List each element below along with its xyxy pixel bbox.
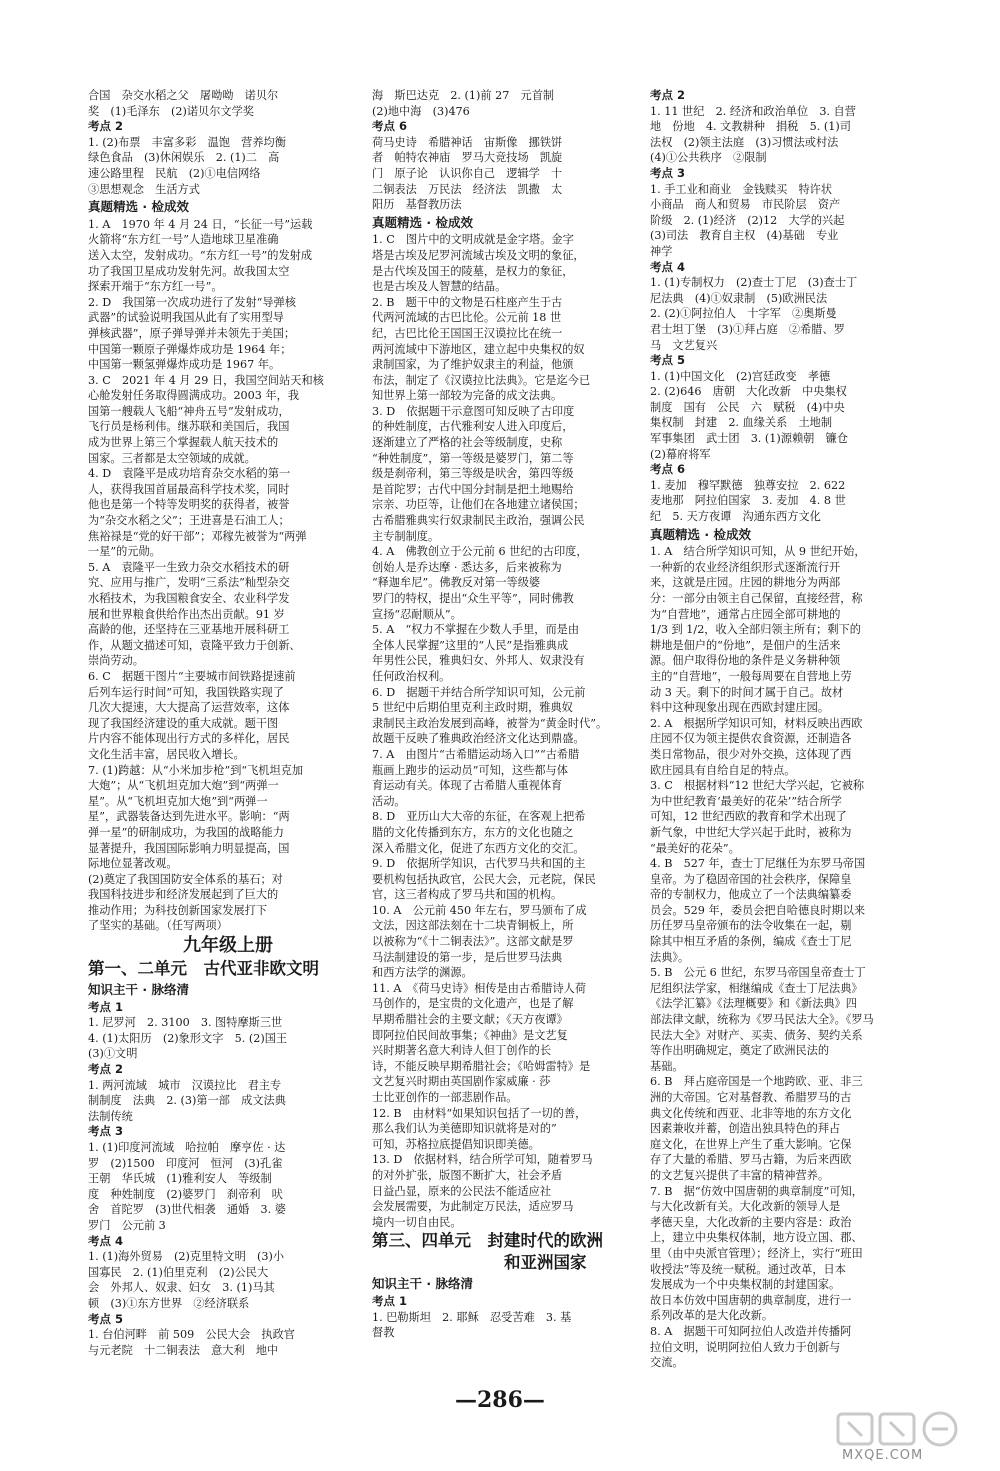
text-line: 国寡民 2. (1)伯里克利 (2)公民大 [88, 1265, 269, 1279]
text-line: 是首陀罗；古代中国分封制是把土地赐给 [372, 482, 574, 496]
text-line: (2)地中海 (3)476 [372, 104, 470, 118]
text-line: 收授法”等及统一赋税。通过改革，日本 [650, 1262, 846, 1276]
text-line: 1. (1)中国文化 (2)宫廷政变 孝德 [650, 369, 831, 383]
text-line: 塔是古埃及尼罗河流域古埃及文明的象征， [372, 248, 585, 262]
text-line: 庭文化，在世界上产生了重大影响。它保 [650, 1137, 852, 1151]
text-line: 显著提升，我国国际影响力明显提高，国 [88, 841, 290, 855]
text-line: 3. C 根据材料“12 世纪大学兴起，它被称 [650, 779, 865, 793]
text-line: 6. D 据题干并结合所学知识可知，公元前 [372, 685, 586, 699]
grade-title: 九年级上册 [183, 935, 273, 957]
text-line: 他也是第一个特等发明奖的获得者，被誉 [88, 498, 290, 512]
text-line: 洲的大帝国。它对基督教、希腊罗马的古 [650, 1091, 852, 1104]
text-line: 马法制建设的第一步，是后世罗马法典 [372, 950, 563, 964]
text-line: 2. (2)①阿拉伯人 十字军 ②奥斯曼 [650, 307, 837, 321]
text-line: 等作出明确规定，奠定了欧洲民法的 [650, 1044, 830, 1058]
text-line: 崇尚劳动。 [88, 654, 144, 668]
unit-title: 第三、四单元 封建时代的欧洲 [372, 1231, 603, 1251]
text-line: 8. D 亚历山大大帝的东征，在客观上把希 [372, 810, 586, 824]
text-line: 罗门 公元前 3 [88, 1218, 166, 1232]
text-line: 文法，因这部法刻在十二块青铜板上，所 [372, 919, 574, 933]
text-line: 民法大全》对财产、买卖、债务、契约关系 [650, 1028, 863, 1042]
text-line: 马创作的，是宝贵的文化遗产，也是了解 [372, 997, 574, 1011]
text-line: 7. (1)跨越：从“小米加步枪”到“飞机坦克加 [88, 763, 304, 777]
text-line: 1. 巴勒斯坦 2. 耶稣 忍受苦难 3. 基 [372, 1310, 572, 1324]
text-line: 马 文艺复兴 [650, 338, 718, 352]
text-line: 故题干反映了雅典政治经济文化达到鼎盛。 [372, 732, 585, 746]
text-line: 可知，苏格拉底提倡知识即美德。 [372, 1137, 540, 1151]
text-line: 那么我们认为美德即知识就将是对的” [372, 1122, 557, 1136]
text-line: 隶制国家，为了维护奴隶主的利益，他颁 [372, 358, 574, 372]
text-line: 际地位显著改观。 [88, 857, 178, 871]
text-line: 全体人民掌握”这里的“人民”是指雅典成 [372, 638, 569, 652]
text-line: 弹核武器”，原子弹导弹并未领先于美国； [88, 326, 296, 340]
text-line: 主的“自营地”，一般每周要在自营地上劳 [650, 669, 852, 683]
text-line: 12. B 由材料“如果知识包括了一切的善， [372, 1106, 587, 1120]
text-line: 宣扬“忍耐顺从”。 [372, 607, 462, 621]
text-line: 尼法典 (4)①奴隶制 (5)欧洲民法 [650, 291, 828, 305]
text-line: 6. C 据题干图片“主要城市间铁路提速前 [88, 669, 296, 683]
text-line: 分：一部分由领主自己保留，直接经营，称 [650, 592, 863, 605]
text-line: 5 世纪中后期伯里克利主政时期，雅典奴 [372, 701, 573, 715]
text-line: 荷马史诗 希腊神话 宙斯像 挪铁饼 [372, 135, 563, 149]
text-line: 发展成为一个中央集权制的封建国家。 [650, 1278, 841, 1292]
text-line: 皇帝。为了稳固帝国的社会秩序，保障皇 [650, 872, 852, 886]
text-line: 片内容不能体现出行方式的多样化，居民 [88, 732, 290, 746]
section-label: 考点 5 [650, 353, 686, 368]
text-line: 心舱发射任务取得圆满成功。2003 年，我 [88, 389, 300, 403]
text-line: 星”。从“飞机坦克加大炮”到“两弹一 [88, 794, 268, 808]
text-line: 文艺复兴时期由英国剧作家威廉 · 莎 [372, 1075, 551, 1089]
text-line: 王朝 华氏城 (1)雅利安人 等级制 [88, 1172, 272, 1186]
text-line: 历任罗马皇帝颁布的法令收集在一起，剔 [650, 919, 852, 933]
text-line: 3. D 依据题干示意图可知反映了古印度 [372, 404, 575, 418]
watermark-text: MXQE.COM [842, 1448, 924, 1463]
text-line: 4. A 佛教创立于公元前 6 世纪的古印度， [372, 545, 588, 559]
section-label: 考点 4 [88, 1233, 124, 1248]
text-line: 会发展需要，为此制定万民法，适应罗马 [372, 1200, 574, 1214]
unit-title: 第一、二单元 古代亚非欧文明 [88, 959, 319, 979]
text-line: 日益凸显，原来的公民法不能适应社 [372, 1184, 552, 1198]
column-left [88, 88, 368, 1358]
text-line: 早期希腊社会的主要文献；《天方夜谭》 [372, 1013, 568, 1027]
text-line: 推动作用；为科技创新国家发展打下 [88, 903, 268, 917]
text-line: 典文化传统和西亚、北非等地的东方文化 [650, 1106, 852, 1120]
text-line: 展和世界粮食供给作出杰出贡献。91 岁 [88, 607, 285, 621]
text-line: 动 3 天。剩下的时间才属于自己。故材 [650, 685, 844, 699]
text-line: 活动。 [372, 794, 406, 808]
text-line: 2. (2)646 唐朝 大化改新 中央集权 [650, 385, 847, 399]
text-line: 系列改革的是大化改新。 [650, 1309, 774, 1323]
text-line: 功了我国卫星成功发射先河。故我国太空 [88, 264, 290, 278]
section-header: 知识主干 · 脉络清 [372, 1276, 473, 1292]
text-line: 制制度 法典 2. (3)第一部 成文法典 [88, 1094, 286, 1108]
text-line: 为“杂交水稻之父”；王进喜是石油工人； [88, 514, 290, 528]
text-line: 来，这就是庄园。庄园的耕地分为两部 [650, 576, 841, 590]
text-line: 4. B 527 年，查士丁尼继任为东罗马帝国 [650, 857, 866, 871]
text-line: “释迦牟尼”。佛教反对第一等级婆 [372, 576, 541, 590]
text-line: 境内一切自由民。 [372, 1215, 462, 1229]
text-line: 布法，制定了《汉谟拉比法典》。它是迄今已 [372, 373, 591, 387]
text-line: (2)幕府将军 [650, 447, 711, 461]
text-line: 7. B 据“仿效中国唐朝的典章制度”可知， [650, 1184, 863, 1198]
text-line: 中国第一颗氢弹爆炸成功是 1967 年。 [88, 358, 281, 372]
text-line: 地 份地 4. 文教耕种 捐税 5. (1)司 [650, 120, 851, 134]
section-label: 考点 6 [372, 119, 408, 134]
text-line: (2)奠定了我国国防安全体系的基石；对 [88, 872, 283, 886]
text-line: 5. A 袁隆平一生致力杂交水稻技术的研 [88, 560, 290, 574]
text-line: 后列车运行时间”可知，我国铁路实现了 [88, 685, 284, 699]
text-line: 1. A 1970 年 4 月 24 日，“长征一号”运载 [88, 217, 313, 231]
text-line: 1. 手工业和商业 金钱赎买 特许状 [650, 182, 833, 196]
text-line: “最美好的花朵”。 [650, 841, 740, 855]
text-line: 现了我国经济建设的重大成就。题干图 [88, 716, 279, 730]
text-line: 欧庄园具有自给自足的特点。 [650, 763, 796, 777]
text-line: 的种姓制度，古代雅利安人进入印度后， [372, 420, 574, 434]
section-label: 考点 4 [650, 259, 686, 274]
text-line: 交流。 [650, 1356, 684, 1370]
text-line: 要机构包括执政官，公民大会，元老院，保民 [372, 872, 596, 886]
text-line: 与元老院 十二铜表法 意大利 地中 [88, 1343, 279, 1357]
text-line: 究、应用与推广，发明“三系法”籼型杂交 [88, 576, 290, 590]
text-line: 合国 杂交水稻之父 屠呦呦 诺贝尔 [88, 89, 279, 102]
text-line: 5. B 公元 6 世纪，东罗马帝国皇帝查士丁 [650, 966, 866, 980]
text-line: 2. D 我国第一次成功进行了发射“导弹核 [88, 295, 296, 309]
text-line: 1. (1)印度河流域 哈拉帕 摩亨佐 · 达 [88, 1141, 286, 1154]
text-line: 3. C 2021 年 4 月 29 日，我国空间站天和核 [88, 373, 324, 387]
text-line: 1. 麦加 穆罕默德 独尊安拉 2. 622 [650, 478, 846, 492]
text-line: 高龄的他，还坚持在三亚基地开展科研工 [88, 623, 290, 637]
text-line: 二铜表法 万民法 经济法 凯撒 太 [372, 182, 563, 196]
text-line: 8. A 据题干可知阿拉伯人改造并传播阿 [650, 1324, 852, 1338]
text-line: 人，获得我国首届最高科学技术奖，同时 [88, 482, 290, 496]
text-line: 9. D 依据所学知识，古代罗马共和国的主 [372, 857, 586, 871]
section-header: 真题精选 · 检成效 [88, 199, 189, 215]
text-line: 上，建立中央集权体制，地方设立国、郡、 [650, 1231, 863, 1245]
text-line: 罗 (2)1500 印度河 恒河 (3)孔雀 [88, 1156, 283, 1170]
text-line: 里（由中央派官管理）；经济上，实行“班田 [650, 1246, 863, 1260]
section-label: 考点 2 [88, 1062, 124, 1077]
text-line: 10. A 公元前 450 年左右，罗马颁布了成 [372, 903, 587, 917]
text-line: 帝的专制权力，他成立了一个法典编纂委 [650, 888, 852, 902]
text-line: 创始人是乔达摩 · 悉达多，后来被称为 [372, 560, 562, 574]
text-line: 两河流域中下游地区，建立起中央集权的奴 [372, 342, 585, 356]
text-line: 作，从题文描述可知，袁隆平致力于创新、 [88, 638, 301, 652]
text-line: 类日常物品，很少对外交换，这体现了西 [650, 747, 852, 761]
text-line: 即阿拉伯民间故事集；《神曲》是文艺复 [372, 1028, 568, 1042]
text-line: 《法学汇纂》《法理概要》和《新法典》四 [650, 997, 857, 1011]
text-line: 水稻技术，为我国粮食安全、农业科学发 [88, 592, 290, 605]
text-line: 飞行员是杨利伟。继苏联和美国后，我国 [88, 420, 290, 434]
text-line: 1. (1)专制权力 (2)查士丁尼 (3)查士丁 [650, 276, 858, 290]
text-line: 1. 两河流域 城市 汉谟拉比 君主专 [88, 1078, 282, 1092]
text-line: 海 斯巴达克 2. (1)前 27 元首制 [372, 89, 555, 102]
section-label: 考点 6 [650, 462, 686, 477]
text-line: 探索开端于“东方红一号”。 [88, 280, 223, 294]
unit-title: 和亚洲国家 [372, 1253, 587, 1273]
text-line: 以被称为“《十二铜表法》”。这部文献是罗 [372, 935, 574, 949]
text-line: 火箭将“东方红一号”人造地球卫星准确 [88, 233, 279, 247]
text-line: 奖 (1)毛泽东 (2)诺贝尔文学奖 [88, 104, 254, 118]
text-line: 焦裕禄是“党的好干部”；邓稼先被誉为“两弹 [88, 529, 307, 543]
text-line: 1. C 图片中的文明成就是金字塔。金字 [372, 233, 574, 247]
text-line: 部法律文献，统称为《罗马民法大全》。《罗马 [650, 1013, 874, 1027]
text-line: ③思想观念 生活方式 [88, 182, 200, 196]
text-line: 新气象，中世纪大学兴起于此时，被称为 [650, 825, 852, 839]
section-label: 考点 5 [88, 1311, 124, 1326]
section-header: 知识主干 · 脉络清 [88, 982, 189, 998]
text-line: 任何政治权利。 [372, 669, 451, 683]
section-header: 真题精选 · 检成效 [650, 526, 751, 542]
text-line: 诗，不能反映早期希腊社会；《哈姆雷特》是 [372, 1059, 591, 1073]
text-line: 育运动有关。体现了古希腊人重视体育 [372, 779, 563, 793]
text-line: 中国第一颗原子弹爆炸成功是 1964 年； [88, 342, 292, 356]
text-line: 1. 台伯河畔 前 509 公民大会 执政官 [88, 1328, 295, 1342]
text-line: 故日本仿效中国唐朝的典章制度，进行一 [650, 1293, 852, 1307]
text-line: 国家。三者都是太空领域的成就。 [88, 451, 256, 465]
text-line: 11. A 《荷马史诗》相传是由古希腊诗人荷 [372, 981, 587, 995]
text-line: 阶级 2. (1)经济 (2)12 大学的兴起 [650, 213, 845, 227]
text-line: 拉伯文明，说明阿拉伯人致力于创新与 [650, 1340, 841, 1354]
text-line: 逐渐建立了严格的社会等级制度，史称 [372, 436, 563, 450]
text-line: 尼组织法学家，相继编成《查士丁尼法典》 [650, 981, 863, 995]
section-label: 考点 2 [650, 88, 686, 102]
text-line: 武器”的试验说明我国从此有了实用型导 [88, 311, 284, 325]
text-line: 为中世纪教育‘最美好的花朵’”结合所学 [650, 794, 842, 808]
text-line: 法典》。 [650, 950, 690, 964]
text-line: 的文艺复兴提供了丰富的精神营养。 [650, 1168, 830, 1182]
text-line: 员会。529 年，委员会把自哈德良时期以来 [650, 903, 866, 917]
text-line: 是古代埃及国王的陵墓，是权力的象征， [372, 264, 574, 278]
text-line: 制度 国有 公民 六 赋税 (4)中央 [650, 400, 845, 414]
section-label: 考点 3 [88, 1124, 124, 1139]
text-line: 耕地是佃户的“份地”，是佃户的生活来 [650, 638, 841, 652]
text-line: 1. (1)海外贸易 (2)克里特文明 (3)小 [88, 1250, 285, 1264]
column-middle [372, 88, 652, 1341]
text-line: 绿色食品 (3)休闲娱乐 2. (1)二 高 [88, 151, 280, 165]
text-line: 国第一艘载人飞船“神舟五号”发射成功， [88, 404, 290, 418]
text-line: 官，这三者构成了罗马共和国的机构。 [372, 888, 563, 902]
text-line: 年男性公民，雅典妇女、外邦人、奴隶没有 [372, 654, 585, 668]
text-line: 督教 [372, 1326, 395, 1340]
text-line: 的对外扩张，版图不断扩大，社会矛盾 [372, 1168, 563, 1182]
text-line: 腊的文化传播到东方，东方的文化也随之 [372, 825, 574, 839]
text-line: 源。佃户取得份地的条件是义务耕种领 [650, 654, 841, 668]
text-line: 我国科技进步和经济发展起到了巨大的 [88, 888, 279, 902]
text-line: 纪，古巴比伦王国国王汉谟拉比在统一 [372, 326, 563, 340]
text-line: 舍 首陀罗 (3)世代相袭 通婚 3. 婆 [88, 1203, 286, 1217]
text-line: 知世界上第一部较为完备的成文法典。 [372, 389, 563, 403]
text-line: 者 帕特农神庙 罗马大竞技场 凯旋 [372, 151, 563, 165]
column-right [650, 88, 930, 1371]
page-number: —286— [455, 1387, 545, 1413]
text-line: 度 种姓制度 (2)婆罗门 刹帝利 吠 [88, 1187, 283, 1201]
text-line: 大炮”；从“飞机坦克加大炮”到“两弹一 [88, 779, 279, 793]
text-line: 基础。 [650, 1059, 684, 1073]
text-line: (3)司法 教育自主权 (4)基础 专业 [650, 229, 839, 243]
text-line: 阳历 基督教历法 [372, 198, 462, 212]
text-line: 弹一星”的研制成功，为我国的战略能力 [88, 825, 284, 839]
text-line: 隶制民主政治发展到高峰，被誉为“黄金时代”。 [372, 716, 608, 730]
text-line: 1. 11 世纪 2. 经济和政治单位 3. 自营 [650, 104, 856, 118]
text-line: 7. A 由图片“古希腊运动场入口”“古希腊 [372, 747, 580, 761]
text-line: 顿 (3)①东方世界 ②经济联系 [88, 1296, 250, 1310]
text-line: 几次大提速，大大提高了运营效率，这体 [88, 701, 290, 715]
text-line: 4. (1)太阳历 (2)象形文字 5. (2)国王 [88, 1031, 288, 1045]
text-line: 为“自营地”，通常占庄园全部可耕地的 [650, 607, 841, 621]
text-line: 麦地那 阿拉伯国家 3. 麦加 4. 8 世 [650, 494, 846, 508]
text-line: 法权 (2)领主法庭 (3)习惯法或村法 [650, 135, 839, 149]
text-line: 集权制 封建 2. 血缘关系 土地制 [650, 416, 833, 430]
text-line: 文化生活丰富，居民收入增长。 [88, 747, 245, 761]
text-line: 速公路里程 民航 (2)①电信网络 [88, 166, 261, 180]
text-line: 庄园不仅为领主提供农食资源，还制造各 [650, 732, 852, 746]
text-line: 成为世界上第三个掌握载人航天技术的 [88, 436, 279, 450]
text-line: 深入希腊文化，促进了东西方文化的交汇。 [372, 841, 585, 855]
text-line: 法制传统 [88, 1109, 133, 1123]
text-line: 存了大量的希腊、罗马古籍，为后来西欧 [650, 1153, 852, 1167]
text-line: 瓶画上跑步的运动员”可知，这些都与体 [372, 763, 568, 777]
text-line: 罗门的特权，提出“众生平等”，同时佛教 [372, 592, 574, 605]
text-line: (3)①文明 [88, 1047, 138, 1061]
text-line: 小商品 商人和贸易 市民阶层 资产 [650, 198, 841, 212]
text-line: 士比亚创作的一部悲剧作品。 [372, 1091, 518, 1104]
text-line: 和西方法学的渊源。 [372, 966, 473, 980]
text-line: 5. A “权力不掌握在少数人手里，而是由 [372, 623, 580, 637]
text-line: 与大化改新有关。大化改新的领导人是 [650, 1200, 841, 1214]
text-line: 1. A 结合所学知识可知，从 9 世纪开始， [650, 545, 866, 559]
text-line: “种姓制度”，第一等级是婆罗门，第二等 [372, 451, 574, 465]
section-label: 考点 1 [88, 999, 124, 1014]
text-line: 宗亲、功臣等，让他们在各地建立诸侯国； [372, 498, 585, 512]
text-line: 一种新的农业经济组织形式逐渐流行开 [650, 560, 841, 574]
text-line: 古希腊雅典实行奴隶制民主政治，强调公民 [372, 514, 585, 528]
text-line: 除其中相互矛盾的条例，编成《查士丁尼 [650, 935, 852, 949]
text-line: (4)①公共秩序 ②限制 [650, 151, 767, 165]
text-line: 因素兼收并蓄，创造出独具特色的拜占 [650, 1122, 841, 1136]
text-line: 1. 尼罗河 2. 3100 3. 图特摩斯三世 [88, 1016, 283, 1030]
text-line: 兴时期著名意大利诗人但丁创作的长 [372, 1044, 552, 1058]
text-line: 1. (2)布票 丰富多彩 温饱 营养均衡 [88, 135, 286, 149]
text-line: 2. A 根据所学知识可知，材料反映出西欧 [650, 716, 863, 730]
text-line: 君士坦丁堡 (3)①拜占庭 ②希腊、罗 [650, 322, 845, 336]
text-line: 送入太空，发射成功。“东方红一号”的发射成 [88, 248, 313, 262]
text-line: 料中这种现象出现在西欧封建庄园。 [650, 701, 830, 715]
text-line: 13. D 依据材料，结合所学可知，随着罗马 [372, 1153, 593, 1167]
text-line: 军事集团 武士团 3. (1)源赖朝 镰仓 [650, 432, 848, 446]
text-line: 代两河流域的古巴比伦。公元前 18 世 [372, 311, 562, 325]
text-line: 神学 [650, 244, 673, 258]
text-line: 星”，武器装备达到先进水平。影响：“两 [88, 810, 290, 824]
text-line: 6. B 拜占庭帝国是一个地跨欧、亚、非三 [650, 1075, 863, 1089]
text-line: 4. D 袁隆平是成功培育杂交水稻的第一 [88, 467, 291, 481]
text-line: 也是古埃及人智慧的结晶。 [372, 280, 507, 294]
text-line: 了坚实的基础。（任写两项） [88, 919, 228, 933]
text-line: 一星”的元勋。 [88, 545, 161, 559]
text-line: 1/3 到 1/2，收入全部归领主所有；剩下的 [650, 623, 861, 637]
text-line: 2. B 题干中的文物是石柱座产生于古 [372, 295, 563, 309]
section-label: 考点 3 [650, 165, 686, 180]
text-line: 门 原子论 认识你自己 逻辑学 十 [372, 166, 563, 180]
section-header: 真题精选 · 检成效 [372, 214, 473, 230]
text-line: 级是刹帝利，第三等级是吠舍，第四等级 [372, 467, 574, 481]
text-line: 主专制制度。 [372, 529, 440, 543]
text-line: 会 外邦人、奴隶、妇女 3. (1)马其 [88, 1281, 275, 1295]
text-line: 孝德天皇，大化改新的主要内容是：政治 [650, 1215, 852, 1229]
section-label: 考点 1 [372, 1293, 408, 1308]
text-line: 纪 5. 天方夜谭 沟通东西方文化 [650, 510, 821, 524]
text-line: 可知，12 世纪西欧的教育和学术出现了 [650, 810, 847, 824]
section-label: 考点 2 [88, 119, 124, 134]
